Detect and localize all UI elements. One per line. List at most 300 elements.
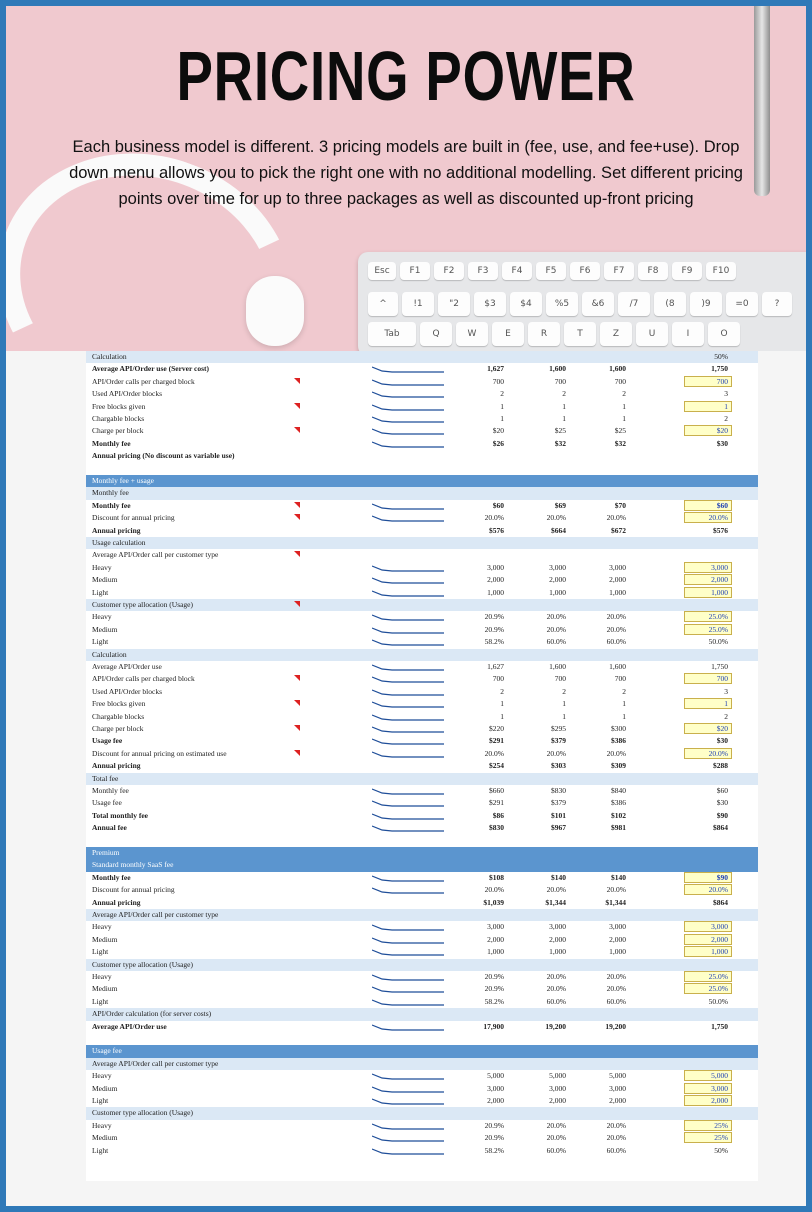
value-cell: 1,600 [609, 364, 626, 374]
value-cell: 1,750 [711, 1021, 728, 1031]
sheet-row [86, 835, 758, 847]
sheet-row [86, 872, 758, 884]
value-cell: $1,344 [605, 897, 626, 907]
value-cell: 3,000 [549, 922, 566, 932]
value-cell: 60.0% [546, 637, 566, 647]
sheet-row [86, 388, 758, 400]
keyboard-key: F8 [638, 262, 668, 280]
value-cell: 20.0% [546, 885, 566, 895]
row-label: Heavy [92, 1120, 112, 1130]
row-label: API/Order calculation (for server costs) [92, 1009, 212, 1019]
row-label: Medium [92, 934, 118, 944]
value-cell: 1,000 [487, 587, 504, 597]
input-cell[interactable]: 5,000 [684, 1070, 732, 1081]
sheet-row [86, 1083, 758, 1095]
value-cell: $30 [716, 438, 728, 448]
value-cell: 20.0% [606, 612, 626, 622]
row-label: Average API/Order use [92, 662, 162, 671]
row-label: Medium [92, 624, 118, 634]
value-cell: 700 [492, 674, 504, 684]
value-cell: 50% [714, 1145, 728, 1155]
row-label: Discount for annual pricing [92, 885, 175, 895]
value-cell: $379 [551, 736, 566, 746]
sheet-row [86, 797, 758, 809]
value-cell: 1 [500, 414, 504, 423]
comment-flag-icon[interactable] [294, 700, 300, 706]
sparkline [372, 713, 444, 722]
row-label: Premium [92, 848, 120, 857]
input-cell[interactable]: 2,000 [684, 1095, 732, 1106]
value-cell: 2 [562, 389, 566, 399]
value-cell: 3,000 [487, 562, 504, 572]
row-label: Monthly fee [92, 500, 131, 510]
keyboard-key: $4 [510, 292, 542, 316]
sparkline [372, 923, 444, 932]
value-cell: 2 [500, 686, 504, 696]
value-cell: $254 [489, 761, 504, 771]
row-label: Monthly fee [92, 872, 131, 882]
value-cell: 20.0% [606, 1120, 626, 1130]
input-cell[interactable]: 1,000 [684, 946, 732, 957]
keyboard-key: &6 [582, 292, 614, 316]
sparkline [372, 589, 444, 598]
value-cell: 2 [562, 686, 566, 696]
row-label: Calculation [92, 352, 127, 361]
page-title: PRICING POWER [176, 37, 636, 115]
value-cell: $32 [554, 438, 566, 448]
infographic-frame [6, 6, 806, 1206]
value-cell: $1,039 [483, 897, 504, 907]
sparkline [372, 403, 444, 412]
sparkline [372, 514, 444, 523]
row-label: API/Order calls per charged block [92, 674, 195, 684]
sparkline [372, 1097, 444, 1106]
value-cell: 1 [500, 401, 504, 411]
comment-flag-icon[interactable] [294, 378, 300, 384]
value-cell: 2,000 [549, 1096, 566, 1105]
value-cell: 20.0% [546, 984, 566, 994]
row-label: Usage fee [92, 736, 123, 746]
value-cell: 2,000 [487, 575, 504, 585]
value-cell: 60.0% [546, 1145, 566, 1155]
value-cell: 700 [554, 376, 566, 386]
sheet-row [86, 487, 758, 499]
value-cell: $60 [716, 786, 728, 795]
sheet-row [86, 401, 758, 413]
value-cell: 20.0% [484, 885, 504, 895]
value-cell: 5,000 [487, 1071, 504, 1081]
input-cell[interactable]: 2,000 [684, 574, 732, 585]
keyboard-key: F1 [400, 262, 430, 280]
comment-flag-icon[interactable] [294, 551, 300, 557]
input-cell[interactable]: 20.0% [684, 512, 732, 523]
value-cell: 700 [614, 376, 626, 386]
value-cell: $25 [614, 426, 626, 436]
value-cell: 1,627 [487, 364, 504, 374]
comment-flag-icon[interactable] [294, 750, 300, 756]
keyboard-key: U [636, 322, 668, 346]
comment-flag-icon[interactable] [294, 502, 300, 508]
sheet-row [86, 748, 758, 760]
value-cell: 20.0% [546, 624, 566, 634]
value-cell: $295 [551, 724, 566, 733]
value-cell: 58.2% [484, 1145, 504, 1155]
keyboard-key: "2 [438, 292, 470, 316]
sparkline [372, 613, 444, 622]
value-cell: $220 [489, 724, 504, 733]
row-label: Free blocks given [92, 699, 146, 709]
row-label: Annual pricing [92, 761, 141, 771]
sheet-row [86, 1008, 758, 1020]
value-cell: $864 [713, 897, 728, 907]
value-cell: 3,000 [549, 562, 566, 572]
keyboard-key: Tab [368, 322, 416, 346]
value-cell: $90 [716, 810, 728, 820]
sparkline [372, 1134, 444, 1143]
value-cell: 20.0% [546, 1120, 566, 1130]
sheet-row [86, 376, 758, 388]
value-cell: $20 [492, 426, 504, 436]
value-cell: 1,000 [609, 947, 626, 957]
keyboard-key: O [708, 322, 740, 346]
sparkline [372, 1122, 444, 1131]
input-cell[interactable]: 700 [684, 673, 732, 684]
value-cell: 1 [622, 711, 626, 721]
value-cell: 2,000 [487, 1096, 504, 1105]
sheet-row [86, 686, 758, 698]
value-cell: 2 [724, 711, 728, 721]
comment-flag-icon[interactable] [294, 427, 300, 433]
value-cell: $300 [611, 724, 626, 733]
sparkline [372, 576, 444, 585]
sparkline [372, 688, 444, 697]
sparkline [372, 1147, 444, 1156]
sheet-row [86, 425, 758, 437]
sheet-row [86, 959, 758, 971]
sparkline [372, 737, 444, 746]
row-label: Average API/Order call per customer type [92, 910, 219, 919]
keyboard-key: F6 [570, 262, 600, 280]
sheet-row [86, 822, 758, 834]
sparkline [372, 973, 444, 982]
sheet-row [86, 760, 758, 772]
value-cell: $60 [492, 500, 504, 510]
value-cell: 1 [622, 699, 626, 709]
input-cell[interactable]: 1 [684, 401, 732, 412]
input-cell[interactable]: 25% [684, 1132, 732, 1143]
sheet-row [86, 1132, 758, 1144]
value-cell: 20.9% [484, 1120, 504, 1130]
input-cell[interactable]: 20.0% [684, 748, 732, 759]
value-cell: 3,000 [487, 1083, 504, 1093]
value-cell: 1,627 [487, 662, 504, 671]
keyboard-key: (8 [654, 292, 686, 316]
value-cell: $672 [611, 525, 626, 535]
value-cell: 1,600 [549, 662, 566, 671]
keyboard-key: Q [420, 322, 452, 346]
keyboard-key: W [456, 322, 488, 346]
sheet-row [86, 562, 758, 574]
value-cell: 3 [724, 389, 728, 399]
value-cell: 3,000 [609, 1083, 626, 1093]
sheet-row [86, 847, 758, 859]
value-cell: 2 [622, 686, 626, 696]
value-cell: 2,000 [487, 934, 504, 944]
value-cell: $576 [489, 525, 504, 535]
keyboard-key: ? [762, 292, 792, 316]
sparkline [372, 985, 444, 994]
value-cell: 17,900 [483, 1021, 504, 1031]
sheet-row [86, 611, 758, 623]
value-cell: 2 [500, 389, 504, 399]
value-cell: 1 [562, 699, 566, 709]
value-cell: 1,000 [549, 587, 566, 597]
sheet-row [86, 1095, 758, 1107]
value-cell: $981 [611, 823, 626, 833]
sparkline [372, 1072, 444, 1081]
value-cell: 3,000 [549, 1083, 566, 1093]
value-cell: 700 [614, 674, 626, 684]
sheet-row [86, 587, 758, 599]
row-label: Monthly fee + usage [92, 476, 154, 485]
sheet-row [86, 537, 758, 549]
value-cell: 1,750 [711, 364, 728, 374]
value-cell: 60.0% [606, 996, 626, 1006]
row-label: Medium [92, 575, 118, 585]
value-cell: 20.9% [484, 1133, 504, 1143]
value-cell: 58.2% [484, 637, 504, 647]
headphone-cup [246, 276, 304, 346]
input-cell[interactable]: 25.0% [684, 983, 732, 994]
sheet-row [86, 438, 758, 450]
value-cell: 20.0% [606, 984, 626, 994]
value-cell: 2,000 [609, 1096, 626, 1105]
value-cell: 700 [492, 376, 504, 386]
value-cell: 1,000 [487, 947, 504, 957]
input-cell[interactable]: $20 [684, 425, 732, 436]
sparkline [372, 415, 444, 424]
row-label: Free blocks given [92, 401, 146, 411]
sheet-row [86, 723, 758, 735]
row-label: Charge per block [92, 724, 144, 733]
value-cell: 50% [714, 352, 728, 361]
comment-flag-icon[interactable] [294, 514, 300, 520]
keyboard-image [358, 252, 806, 351]
value-cell: 1,600 [609, 662, 626, 671]
value-cell: $288 [713, 761, 728, 771]
keyboard-key: ^ [368, 292, 398, 316]
sparkline [372, 1023, 444, 1032]
sheet-row [86, 1045, 758, 1057]
row-label: Light [92, 947, 109, 957]
row-label: Charge per block [92, 426, 144, 436]
row-label: API/Order calls per charged block [92, 376, 195, 386]
keyboard-key: $3 [474, 292, 506, 316]
row-label: Average API/Order call per customer type [92, 1058, 219, 1068]
input-cell[interactable]: $90 [684, 872, 732, 883]
sheet-row [86, 785, 758, 797]
sheet-row [86, 574, 758, 586]
sheet-row [86, 921, 758, 933]
input-cell[interactable]: 25.0% [684, 611, 732, 622]
value-cell: 1 [622, 414, 626, 423]
input-cell[interactable]: 3,000 [684, 562, 732, 573]
sheet-row [86, 500, 758, 512]
keyboard-key: Z [600, 322, 632, 346]
input-cell[interactable]: 25.0% [684, 971, 732, 982]
keyboard-key: Esc [368, 262, 396, 280]
row-label: Light [92, 996, 109, 1006]
sheet-row [86, 1058, 758, 1070]
sparkline [372, 626, 444, 635]
input-cell[interactable]: 3,000 [684, 921, 732, 932]
value-cell: 1 [562, 401, 566, 411]
value-cell: 2,000 [549, 934, 566, 944]
sparkline [372, 886, 444, 895]
sparkline [372, 824, 444, 833]
comment-flag-icon[interactable] [294, 403, 300, 409]
value-cell: $660 [489, 786, 504, 795]
input-cell[interactable]: 25% [684, 1120, 732, 1131]
value-cell: 60.0% [606, 637, 626, 647]
row-label: Discount for annual pricing on estimated use [92, 748, 227, 758]
value-cell: 60.0% [606, 1145, 626, 1155]
sheet-row [86, 1021, 758, 1033]
sparkline [372, 1085, 444, 1094]
row-label: Light [92, 1145, 109, 1155]
value-cell: 700 [554, 674, 566, 684]
value-cell: $140 [551, 872, 566, 882]
sheet-row [86, 946, 758, 958]
sheet-row [86, 463, 758, 475]
sheet-row [86, 897, 758, 909]
value-cell: 20.9% [484, 612, 504, 622]
value-cell: $26 [492, 438, 504, 448]
row-label: Calculation [92, 649, 127, 659]
sheet-row [86, 711, 758, 723]
keyboard-key: F4 [502, 262, 532, 280]
input-cell[interactable]: 1,000 [684, 587, 732, 598]
sparkline [372, 365, 444, 374]
comment-flag-icon[interactable] [294, 675, 300, 681]
value-cell: $664 [551, 525, 566, 535]
value-cell: $70 [614, 500, 626, 510]
value-cell: $303 [551, 761, 566, 771]
input-cell[interactable]: 25.0% [684, 624, 732, 635]
row-label: Monthly fee [92, 786, 129, 795]
value-cell: $379 [551, 798, 566, 808]
sparkline [372, 750, 444, 759]
keyboard-row [368, 292, 792, 316]
value-cell: 5,000 [549, 1071, 566, 1081]
row-label: Medium [92, 1083, 118, 1093]
value-cell: $830 [551, 786, 566, 795]
sheet-row [86, 673, 758, 685]
value-cell: 1,000 [609, 587, 626, 597]
row-label: Monthly fee [92, 488, 129, 498]
sheet-row [86, 525, 758, 537]
comment-flag-icon[interactable] [294, 601, 300, 607]
row-label: Standard monthly SaaS fee [92, 860, 174, 870]
sheet-row [86, 549, 758, 561]
row-label: Heavy [92, 972, 112, 981]
input-cell[interactable]: 2,000 [684, 934, 732, 945]
input-cell[interactable]: 3,000 [684, 1083, 732, 1094]
value-cell: 20.0% [546, 972, 566, 981]
sheet-row [86, 475, 758, 487]
value-cell: 20.9% [484, 972, 504, 981]
sparkline [372, 948, 444, 957]
keyboard-key: E [492, 322, 524, 346]
keyboard-key: F9 [672, 262, 702, 280]
row-label: Heavy [92, 562, 112, 572]
row-label: Average API/Order call per customer type [92, 550, 219, 560]
value-cell: 20.0% [484, 748, 504, 758]
value-cell: 5,000 [609, 1071, 626, 1081]
input-cell[interactable]: $20 [684, 723, 732, 734]
input-cell[interactable]: 1 [684, 698, 732, 709]
sparkline [372, 390, 444, 399]
comment-flag-icon[interactable] [294, 725, 300, 731]
value-cell: $864 [713, 823, 728, 833]
value-cell: 1 [500, 699, 504, 709]
value-cell: 1 [622, 401, 626, 411]
keyboard-key: /7 [618, 292, 650, 316]
sheet-row [86, 649, 758, 661]
value-cell: 1,000 [549, 947, 566, 957]
sparkline [372, 638, 444, 647]
sheet-row [86, 512, 758, 524]
row-label: Discount for annual pricing [92, 513, 175, 523]
sheet-row [86, 636, 758, 648]
value-cell: $840 [611, 786, 626, 795]
input-cell[interactable]: 20.0% [684, 884, 732, 895]
value-cell: 1,750 [711, 662, 728, 671]
keyboard-key: !1 [402, 292, 434, 316]
value-cell: $386 [611, 798, 626, 808]
value-cell: 20.0% [606, 513, 626, 523]
value-cell: 20.0% [606, 624, 626, 634]
value-cell: 2,000 [609, 934, 626, 944]
sheet-row [86, 661, 758, 673]
row-label: Medium [92, 1133, 118, 1143]
value-cell: 20.0% [606, 972, 626, 981]
value-cell: 2 [622, 389, 626, 399]
input-cell[interactable]: $60 [684, 500, 732, 511]
row-label: Heavy [92, 612, 112, 622]
value-cell: $101 [551, 810, 566, 820]
value-cell: 3,000 [609, 562, 626, 572]
input-cell[interactable]: 700 [684, 376, 732, 387]
value-cell: 20.0% [606, 1133, 626, 1143]
sheet-row [86, 1107, 758, 1119]
keyboard-key: =0 [726, 292, 758, 316]
keyboard-key: F2 [434, 262, 464, 280]
row-label: Medium [92, 984, 118, 994]
sheet-row [86, 773, 758, 785]
sheet-row [86, 450, 758, 462]
sparkline [372, 936, 444, 945]
row-label: Annual fee [92, 823, 127, 833]
keyboard-key: I [672, 322, 704, 346]
sheet-row [86, 996, 758, 1008]
value-cell: 20.0% [546, 513, 566, 523]
sparkline [372, 564, 444, 573]
sheet-row [86, 351, 758, 363]
value-cell: $830 [489, 823, 504, 833]
sheet-row [86, 599, 758, 611]
value-cell: 1 [562, 711, 566, 721]
